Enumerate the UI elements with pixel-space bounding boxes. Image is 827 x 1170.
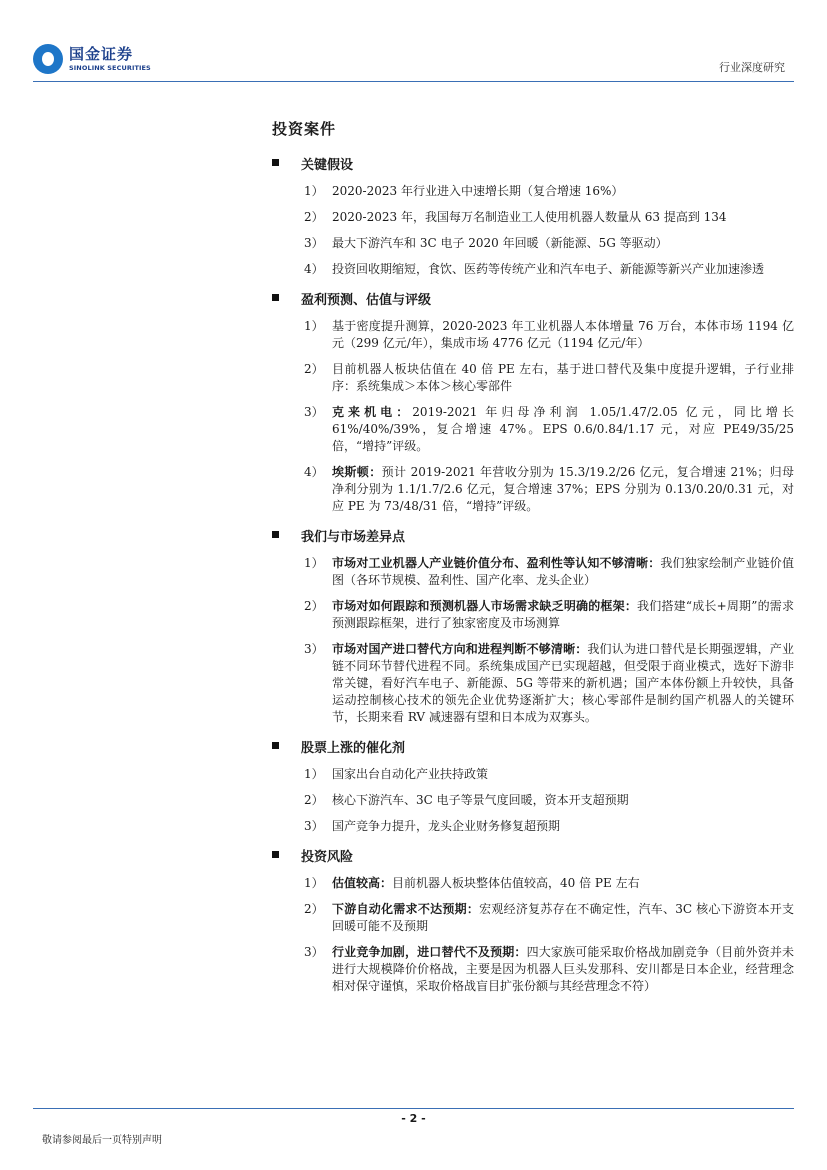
logo-subtitle: SINOLINK SECURITIES xyxy=(69,64,151,72)
page-number: - 2 - xyxy=(401,1112,426,1125)
item-body xyxy=(332,766,794,783)
item-text: 我们认为进口替代是长期强逻辑，产业链不同环节替代进程不同。系统集成国产已实现超越，但受限于商业模式，选好下游非常关键，看好汽车电子、新能源、5G 等带来的新机遇；国产本体份额上升较快，具备运动控制核心技术的领先企业优势逐渐扩大；核心零部件是制约国产机器人的关键环节，长期来看 RV 减速器有望和日本成为双寡头。 xyxy=(332,642,794,724)
disclaimer-text: 敬请参阅最后一页特别声明 xyxy=(42,1135,162,1146)
item-text: 我们独家绘制产业链价值图（各环节规模、盈利性、国产化率、龙头企业） xyxy=(332,556,794,587)
list-item xyxy=(304,555,794,589)
item-text: 2019-2021 年归母净利润 1.05/1.47/2.05 亿元，同比增长 61%/40%/39%，复合增速 47%。EPS 0.6/0.84/1.17 元，对应 PE49/35/25 倍，“增持”评级。 xyxy=(332,405,794,453)
list-item xyxy=(304,875,794,892)
square-bullet-icon xyxy=(272,742,279,749)
item-text: 国产竞争力提升，龙头企业财务修复超预期 xyxy=(332,819,561,833)
item-lead: 市场对国产进口替代方向和进程判断不够清晰： xyxy=(332,642,588,656)
item-number: 1） xyxy=(304,876,324,890)
list-item xyxy=(304,792,794,809)
square-bullet-icon xyxy=(272,159,279,166)
item-text: 2020-2023 年行业进入中速增长期（复合增速 16%） xyxy=(332,184,624,198)
list-item xyxy=(304,235,794,252)
list-item xyxy=(304,261,794,278)
list-item xyxy=(304,404,794,455)
item-number: 2） xyxy=(304,210,324,224)
item-text: 基于密度提升测算，2020-2023 年工业机器人本体增量 76 万台，本体市场 1194 亿元（299 亿元/年），集成市场 4776 亿元（1194 亿元/年） xyxy=(332,319,794,350)
item-lead: 埃斯顿： xyxy=(332,465,382,479)
section-title: 股票上涨的催化剂 xyxy=(301,741,406,756)
item-number: 3） xyxy=(304,945,324,959)
list-item xyxy=(304,209,794,226)
item-number: 4） xyxy=(304,262,324,276)
square-bullet-icon xyxy=(272,294,279,301)
header-divider xyxy=(33,81,794,82)
square-bullet-icon xyxy=(272,851,279,858)
square-bullet-icon xyxy=(272,531,279,538)
list-item xyxy=(304,361,794,395)
item-body xyxy=(332,235,794,252)
item-body xyxy=(332,944,794,995)
item-text: 最大下游汽车和 3C 电子 2020 年回暖（新能源、5G 等驱动） xyxy=(332,236,668,250)
list-item xyxy=(304,818,794,835)
item-body xyxy=(332,361,794,395)
item-text: 目前机器人板块整体估值较高，40 倍 PE 左右 xyxy=(392,876,640,890)
report-type: 行业深度研究 xyxy=(719,61,785,74)
section xyxy=(272,153,794,278)
item-lead: 市场对如何跟踪和预测机器人市场需求缺乏明确的框架： xyxy=(332,599,638,613)
list-item xyxy=(304,318,794,352)
item-body xyxy=(332,875,794,892)
item-text: 预计 2019-2021 年营收分别为 15.3/19.2/26 亿元，复合增速 21%；归母净利分别为 1.1/1.7/2.6 亿元，复合增速 37%；EPS 分别为 0.13/0.20/0.31 元，对应 PE 为 73/48/31 倍，“增持”评级。 xyxy=(332,465,794,513)
item-number: 3） xyxy=(304,642,324,656)
item-number: 1） xyxy=(304,767,324,781)
list-item xyxy=(304,464,794,515)
item-text: 投资回收期缩短，食饮、医药等传统产业和汽车电子、新能源等新兴产业加速渗透 xyxy=(332,262,765,276)
item-lead: 估值较高： xyxy=(332,876,393,890)
section-title: 关键假设 xyxy=(301,158,354,173)
list-item xyxy=(304,901,794,935)
page-title: 投资案件 xyxy=(272,120,337,138)
item-text: 核心下游汽车、3C 电子等景气度回暖，资本开支超预期 xyxy=(332,793,629,807)
list-item xyxy=(304,766,794,783)
report-content xyxy=(272,118,794,1005)
item-text: 2020-2023 年，我国每万名制造业工人使用机器人数量从 63 提高到 134 xyxy=(332,210,727,224)
sections-container xyxy=(272,153,794,995)
list-item xyxy=(304,641,794,726)
section-heading xyxy=(272,288,794,310)
item-lead: 下游自动化需求不达预期： xyxy=(332,902,480,916)
section-heading xyxy=(272,736,794,758)
list-item xyxy=(304,598,794,632)
item-number: 3） xyxy=(304,819,324,833)
item-body xyxy=(332,901,794,935)
logo-mark-icon xyxy=(33,44,63,74)
item-body xyxy=(332,641,794,726)
item-text: 四大家族可能采取价格战加剧竞争（目前外资并未进行大规模降价价格战，主要是因为机器人巨头发那科、安川都是日本企业，经营理念相对保守谨慎，采取价格战盲目扩张份额与其经营理念不符） xyxy=(332,945,794,993)
page-header xyxy=(0,0,827,84)
item-lead: 市场对工业机器人产业链价值分布、盈利性等认知不够清晰： xyxy=(332,556,661,570)
item-number: 4） xyxy=(304,465,324,479)
item-body xyxy=(332,209,794,226)
item-text: 目前机器人板块估值在 40 倍 PE 左右，基于进口替代及集中度提升逻辑，子行业排序：系统集成＞本体＞核心零部件 xyxy=(332,362,794,393)
list-item xyxy=(304,183,794,200)
section-heading xyxy=(272,153,794,175)
item-text: 国家出台自动化产业扶持政策 xyxy=(332,767,489,781)
item-body xyxy=(332,792,794,809)
item-number: 1） xyxy=(304,184,324,198)
item-number: 2） xyxy=(304,793,324,807)
item-text: 我们搭建“成长+周期”的需求预测跟踪框架，进行了独家密度及市场测算 xyxy=(332,599,794,630)
item-body xyxy=(332,318,794,352)
item-body xyxy=(332,598,794,632)
section xyxy=(272,736,794,835)
item-body xyxy=(332,555,794,589)
section-heading xyxy=(272,845,794,867)
item-body xyxy=(332,404,794,455)
section xyxy=(272,288,794,515)
item-number: 1） xyxy=(304,556,324,570)
section-title: 盈利预测、估值与评级 xyxy=(301,293,432,308)
section-title: 我们与市场差异点 xyxy=(301,530,406,545)
list-item xyxy=(304,944,794,995)
item-body xyxy=(332,183,794,200)
section-heading xyxy=(272,525,794,547)
section-title: 投资风险 xyxy=(301,850,354,865)
item-lead: 行业竞争加剧，进口替代不及预期： xyxy=(332,945,527,959)
item-number: 1） xyxy=(304,319,324,333)
footer-divider xyxy=(33,1108,794,1109)
item-number: 2） xyxy=(304,362,324,376)
item-body xyxy=(332,464,794,515)
logo-name: 国金证券 xyxy=(69,45,134,63)
section xyxy=(272,525,794,726)
section xyxy=(272,845,794,995)
item-text: 宏观经济复苏存在不确定性，汽车、3C 核心下游资本开支回暖可能不及预期 xyxy=(332,902,794,933)
item-number: 2） xyxy=(304,599,324,613)
item-body xyxy=(332,261,794,278)
item-body xyxy=(332,818,794,835)
item-number: 3） xyxy=(304,405,324,419)
item-lead: 克来机电： xyxy=(332,405,413,419)
item-number: 3） xyxy=(304,236,324,250)
item-number: 2） xyxy=(304,902,324,916)
